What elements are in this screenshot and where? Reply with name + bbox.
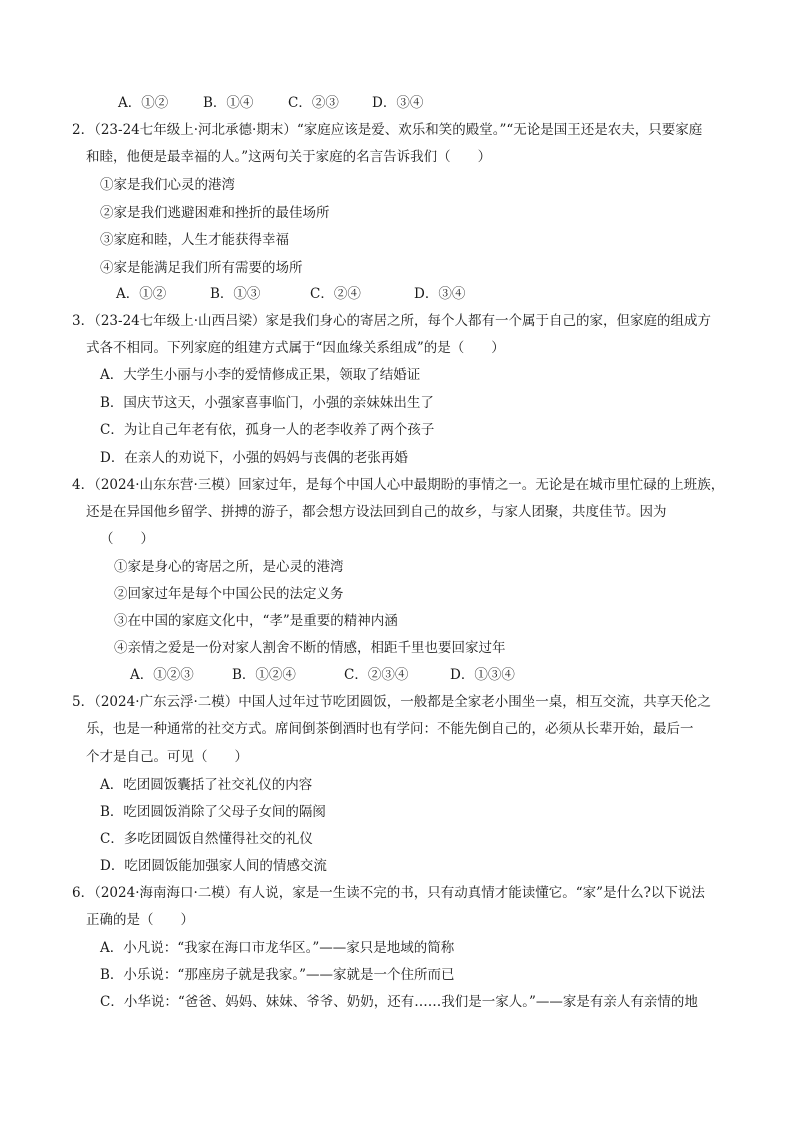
q4-stem-line2: 还是在异国他乡留学、拼搏的游子，都会想方设法回到自己的故乡，与家人团聚，共度佳节。因为 bbox=[86, 504, 667, 520]
q5-option-a: A．吃团圆饭囊括了社交礼仪的内容 bbox=[100, 777, 313, 793]
q3-stem-line1: 3．（23-24七年级上·山西吕梁）家是我们身心的寄居之所，每个人都有一个属于自己的家，但家庭的组成方 bbox=[72, 313, 712, 329]
q2-option-d: D．③④ bbox=[414, 286, 466, 302]
q6-stem-line2: 正确的是（ ） bbox=[86, 912, 194, 928]
q2-option-a: A．①② bbox=[116, 286, 167, 302]
q4-item-1: ①家是身心的寄居之所，是心灵的港湾 bbox=[114, 559, 344, 575]
q2-stem-line1: 2．（23-24七年级上·河北承德·期末）“家庭应该是爱、欢乐和笑的殿堂。”“无论是国王还是农夫，只要家庭 bbox=[72, 122, 703, 138]
q1-option-b: B．①④ bbox=[203, 95, 254, 111]
q2-stem-line2: 和睦，他便是最幸福的人。”这两句关于家庭的名言告诉我们（ ） bbox=[86, 149, 492, 165]
q5-stem-line2: 乐，也是一种通常的社交方式。席间倒茶倒酒时也有学问：不能先倒自己的，必须从长辈开始，最后一 bbox=[86, 721, 694, 737]
q5-option-c: C．多吃团圆饭自然懂得社交的礼仪 bbox=[100, 831, 313, 847]
q1-option-d: D．③④ bbox=[372, 95, 424, 111]
q6-stem-line1: 6．（2024·海南海口·二模）有人说，家是一生读不完的书，只有动真情才能读懂它。“家”是什么?以下说法 bbox=[72, 885, 705, 901]
q3-option-a: A．大学生小丽与小李的爱情修成正果，领取了结婚证 bbox=[100, 367, 421, 383]
q4-item-4: ④亲情之爱是一份对家人割舍不断的情感，相距千里也要回家过年 bbox=[114, 640, 506, 656]
q3-option-c: C．为让自己年老有依，孤身一人的老李收养了两个孩子 bbox=[100, 422, 435, 438]
q6-option-a: A．小凡说：“我家在海口市龙华区。”——家只是地域的简称 bbox=[100, 940, 455, 956]
q3-option-b: B．国庆节这天，小强家喜事临门，小强的亲妹妹出生了 bbox=[100, 395, 434, 411]
q1-option-c: C．②③ bbox=[288, 95, 339, 111]
q4-stem-line3: （ ） bbox=[100, 531, 154, 547]
q4-item-2: ②回家过年是每个中国公民的法定义务 bbox=[114, 586, 344, 602]
q6-option-b: B．小乐说：“那座房子就是我家。”——家就是一个住所而已 bbox=[100, 967, 455, 983]
q2-item-1: ①家是我们心灵的港湾 bbox=[100, 177, 235, 193]
q6-option-c: C．小华说：“爸爸、妈妈、妹妹、爷爷、奶奶，还有……我们是一家人。”——家是有亲人有亲情的地 bbox=[100, 994, 698, 1010]
q3-option-d: D．在亲人的劝说下，小强的妈妈与丧偶的老张再婚 bbox=[100, 450, 408, 466]
q5-stem-line3: 个才是自己。可见（ ） bbox=[86, 749, 248, 765]
q5-stem-line1: 5．（2024·广东云浮·二模）中国人过年过节吃团圆饭，一般都是全家老小围坐一桌，相互交流，共享天伦之 bbox=[72, 694, 711, 710]
q2-option-b: B．①③ bbox=[210, 286, 261, 302]
q4-option-a: A．①②③ bbox=[130, 667, 194, 683]
q2-item-4: ④家是能满足我们所有需要的场所 bbox=[100, 260, 303, 276]
q4-option-d: D．①③④ bbox=[450, 667, 515, 683]
q3-stem-line2: 式各不相同。下列家庭的组建方式属于“因血缘关系组成”的是（ ） bbox=[86, 340, 505, 356]
q4-stem-line1: 4．（2024·山东东营·三模）回家过年，是每个中国人心中最期盼的事情之一。无论是在城市里忙碌的上班族， bbox=[72, 477, 725, 493]
q5-option-d: D．吃团圆饭能加强家人间的情感交流 bbox=[100, 858, 327, 874]
q2-option-c: C．②④ bbox=[310, 286, 361, 302]
q4-option-c: C．②③④ bbox=[344, 667, 409, 683]
q5-option-b: B．吃团圆饭消除了父母子女间的隔阂 bbox=[100, 804, 326, 820]
q4-item-3: ③在中国的家庭文化中，“孝”是重要的精神内涵 bbox=[114, 613, 398, 629]
q2-item-3: ③家庭和睦，人生才能获得幸福 bbox=[100, 232, 289, 248]
q4-option-b: B．①②④ bbox=[232, 667, 296, 683]
q2-item-2: ②家是我们逃避困难和挫折的最佳场所 bbox=[100, 205, 330, 221]
q1-option-a: A．①② bbox=[118, 95, 169, 111]
